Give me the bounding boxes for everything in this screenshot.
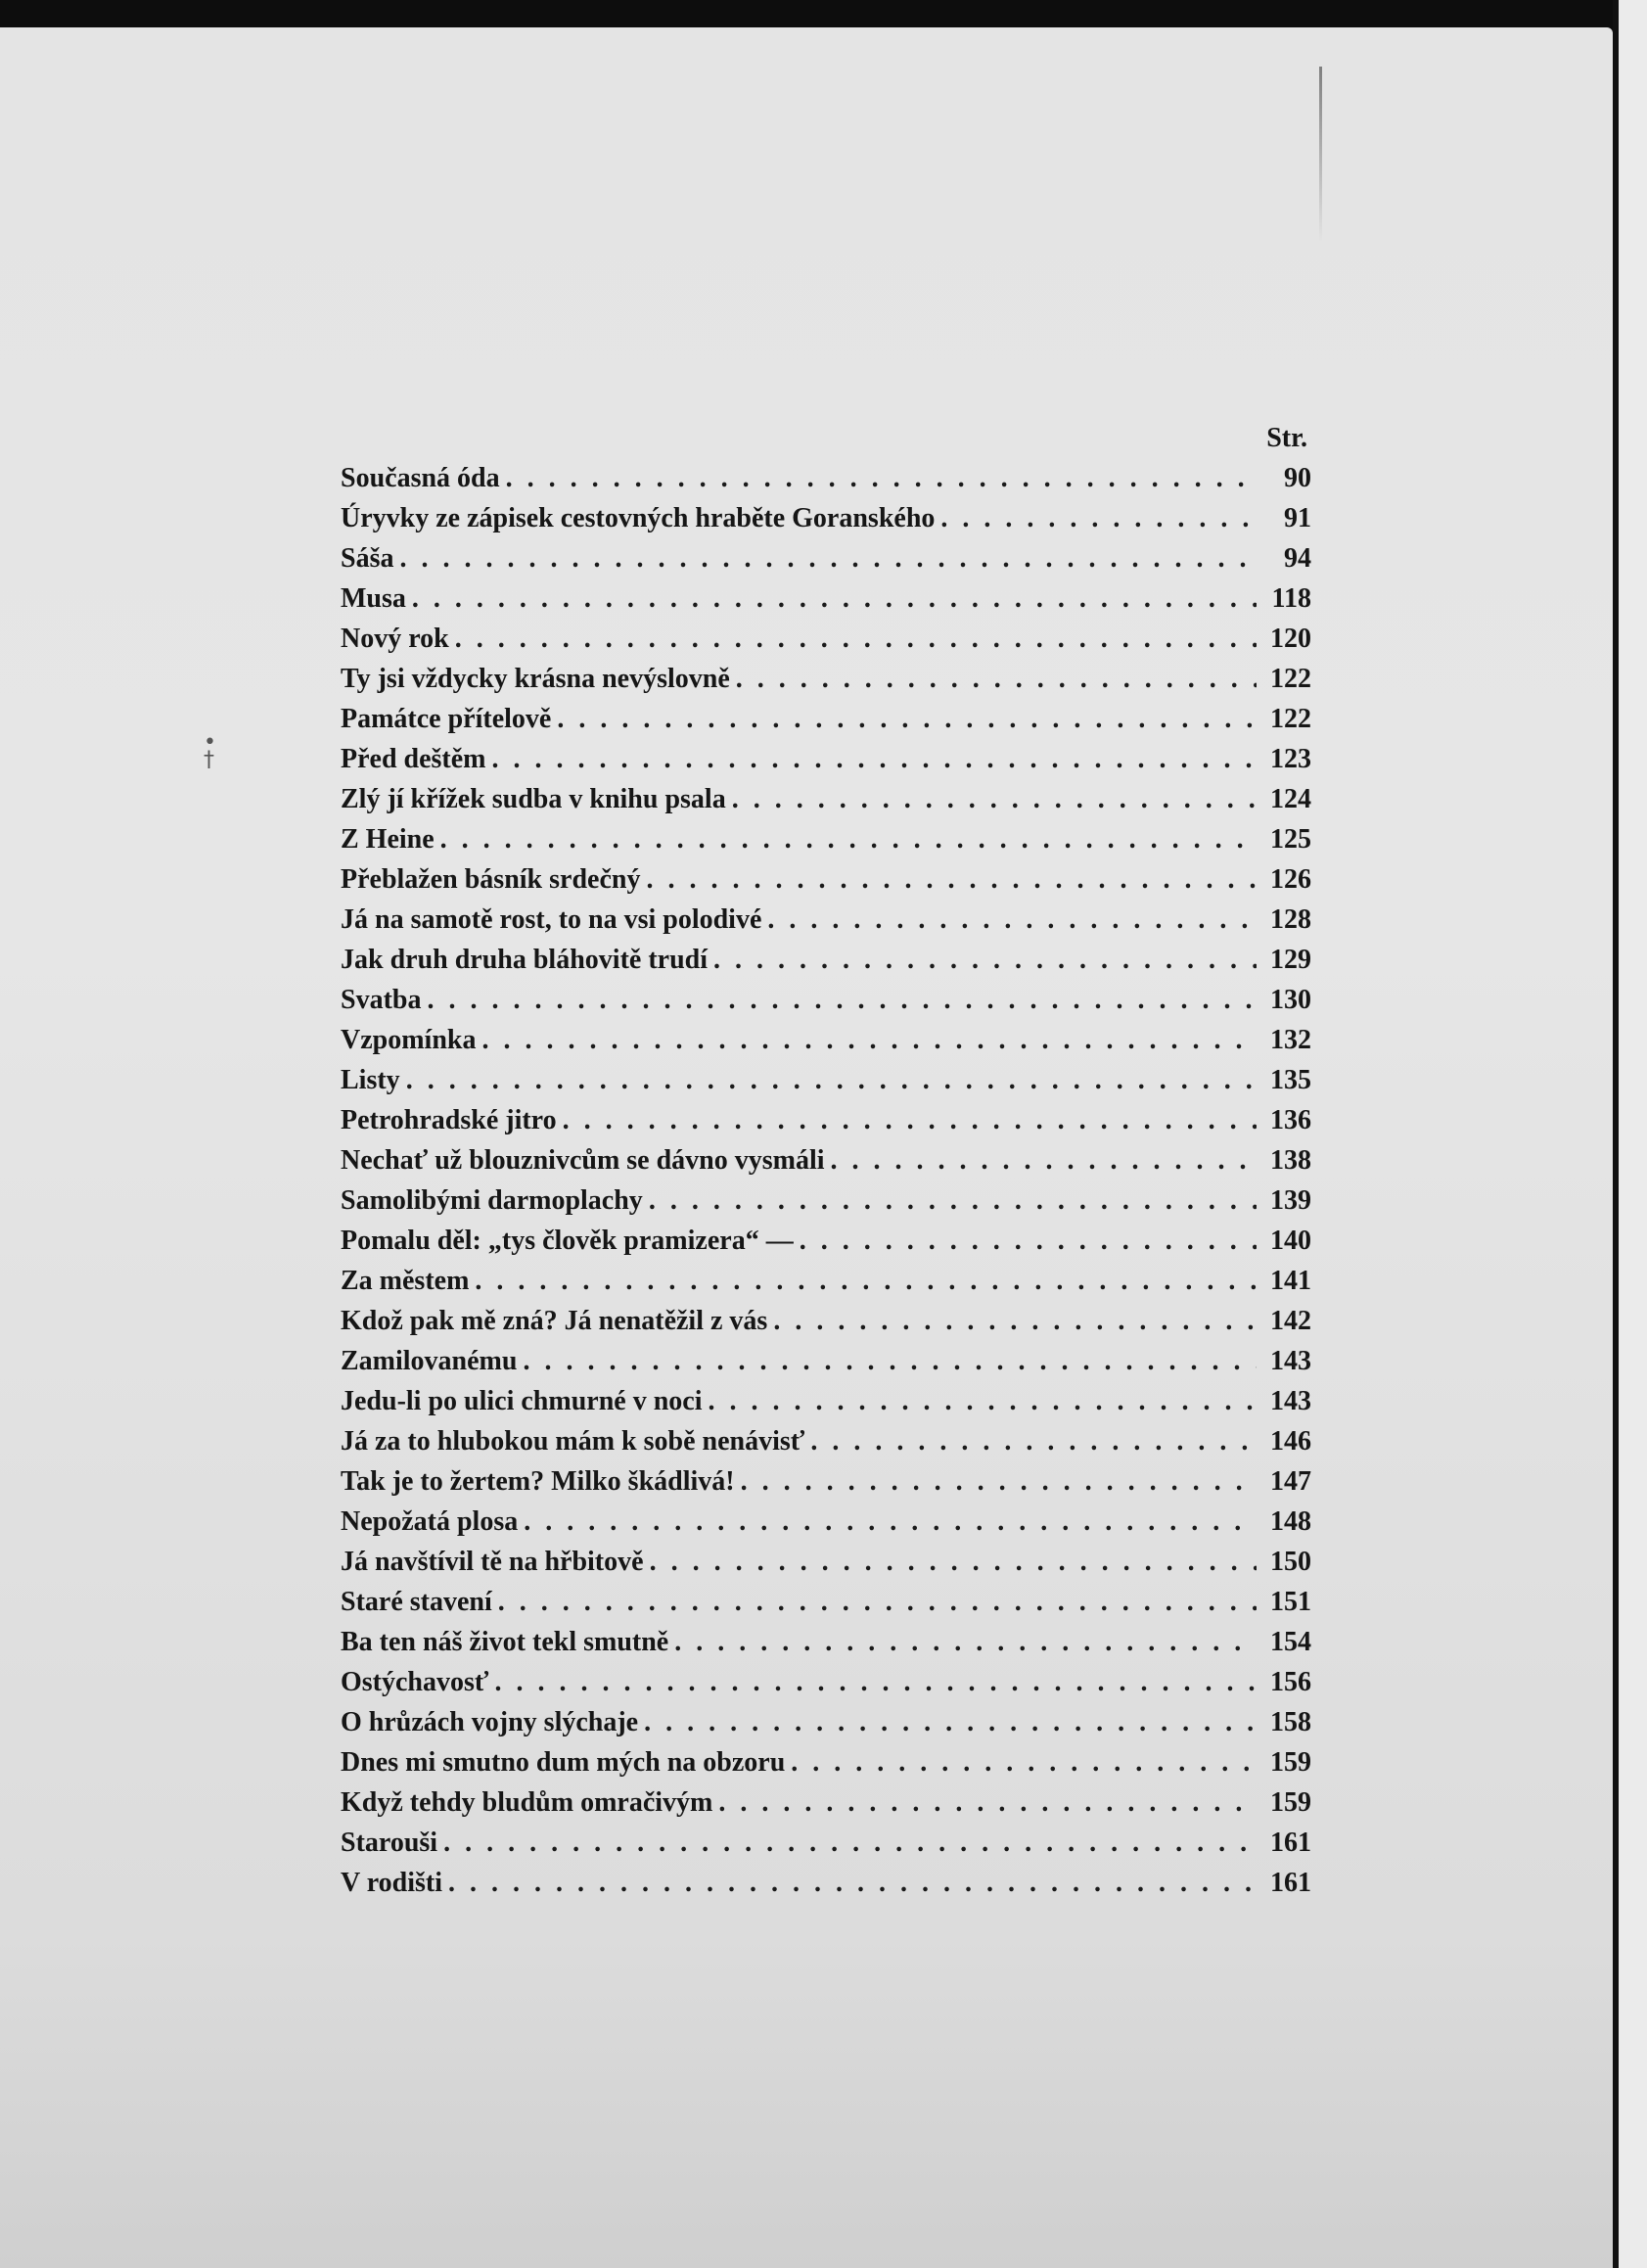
toc-entry-page: 159 bbox=[1270, 1787, 1311, 1818]
toc-entry-page: 161 bbox=[1270, 1868, 1311, 1898]
toc-entry-title: Ostýchavosť bbox=[341, 1667, 489, 1697]
toc-leader-dots bbox=[674, 1622, 1257, 1662]
toc-entry bbox=[341, 1140, 1311, 1180]
toc-entry bbox=[341, 779, 1311, 819]
toc-entry-title: Listy bbox=[341, 1065, 400, 1095]
toc-entry-title: O hrůzách vojny slýchaje bbox=[341, 1707, 639, 1737]
toc-leader-dots bbox=[492, 739, 1257, 779]
toc-entry-page: 135 bbox=[1270, 1065, 1311, 1095]
toc-entry-page: 142 bbox=[1270, 1306, 1311, 1336]
toc-entry-page: 158 bbox=[1270, 1707, 1311, 1737]
toc-leader-dots bbox=[773, 1301, 1257, 1341]
toc-entry-page: 129 bbox=[1270, 945, 1311, 975]
toc-entry bbox=[341, 1823, 1311, 1863]
toc-entry-title: Nepožatá plosa bbox=[341, 1506, 519, 1537]
toc-entry-page: 154 bbox=[1270, 1627, 1311, 1657]
toc-entry-title: Svatba bbox=[341, 985, 422, 1015]
toc-entry-page: 91 bbox=[1284, 503, 1311, 533]
toc-leader-dots bbox=[767, 900, 1257, 940]
toc-entry bbox=[341, 538, 1311, 579]
toc-entry-page: 124 bbox=[1270, 784, 1311, 814]
toc-entry-title: Musa bbox=[341, 583, 406, 614]
toc-leader-dots bbox=[791, 1742, 1257, 1782]
toc-entry-title: Vzpomínka bbox=[341, 1025, 477, 1055]
toc-entry bbox=[341, 1461, 1311, 1502]
toc-entry-title: Nechať už blouznivcům se dávno vysmáli bbox=[341, 1145, 825, 1176]
toc-leader-dots bbox=[732, 779, 1257, 819]
toc-leader-dots bbox=[427, 980, 1257, 1020]
toc-leader-dots bbox=[650, 1542, 1257, 1582]
toc-leader-dots bbox=[649, 1180, 1257, 1221]
toc-entry-title: Z Heine bbox=[341, 824, 435, 855]
toc-entry bbox=[341, 980, 1311, 1020]
toc-entry bbox=[341, 739, 1311, 779]
toc-entry-page: 94 bbox=[1284, 543, 1311, 574]
toc-entry bbox=[341, 1221, 1311, 1261]
toc-entry bbox=[341, 1702, 1311, 1742]
toc-entry bbox=[341, 1662, 1311, 1702]
toc-entry-title: Úryvky ze zápisek cestovných hraběte Goranského bbox=[341, 503, 936, 533]
toc-leader-dots bbox=[810, 1421, 1257, 1461]
toc-entry-title: Památce přítelově bbox=[341, 704, 552, 734]
scan-edge-strip bbox=[1613, 0, 1647, 2268]
toc-entry bbox=[341, 1341, 1311, 1381]
margin-mark-icon: • † bbox=[204, 730, 216, 772]
toc-entry-page: 143 bbox=[1270, 1346, 1311, 1376]
toc-entry-title: Zamilovanému bbox=[341, 1346, 518, 1376]
toc-entry-title: Zlý jí křížek sudba v knihu psala bbox=[341, 784, 726, 814]
toc-entry-title: Jedu-li po ulici chmurné v noci bbox=[341, 1386, 703, 1416]
toc-entry bbox=[341, 1863, 1311, 1903]
toc-entry bbox=[341, 1180, 1311, 1221]
toc-leader-dots bbox=[831, 1140, 1257, 1180]
toc-leader-dots bbox=[440, 819, 1257, 859]
toc-leader-dots bbox=[713, 940, 1257, 980]
toc-entry bbox=[341, 1421, 1311, 1461]
toc-leader-dots bbox=[406, 1060, 1257, 1100]
toc-entry-page: 140 bbox=[1270, 1226, 1311, 1256]
toc-entry bbox=[341, 1301, 1311, 1341]
toc-entry-title: Petrohradské jitro bbox=[341, 1105, 557, 1135]
toc-entry-page: 126 bbox=[1270, 864, 1311, 895]
toc-leader-dots bbox=[498, 1582, 1257, 1622]
toc-leader-dots bbox=[412, 579, 1257, 619]
toc-entry bbox=[341, 579, 1311, 619]
toc-leader-dots bbox=[455, 619, 1257, 659]
toc-entry-title: Tak je to žertem? Milko škádlivá! bbox=[341, 1466, 735, 1497]
toc-entry bbox=[341, 1622, 1311, 1662]
toc-entry bbox=[341, 458, 1311, 498]
toc-entry-page: 156 bbox=[1270, 1667, 1311, 1697]
toc-entry bbox=[341, 1502, 1311, 1542]
toc-entry-page: 122 bbox=[1270, 704, 1311, 734]
toc-entry-page: 151 bbox=[1270, 1587, 1311, 1617]
toc-entry bbox=[341, 1261, 1311, 1301]
toc-leader-dots bbox=[736, 659, 1257, 699]
toc-leader-dots bbox=[524, 1502, 1257, 1542]
toc-entry-title: Já na samotě rost, to na vsi polodivé bbox=[341, 904, 762, 935]
page-column-header: Str. bbox=[1266, 423, 1307, 453]
toc-entry-title: Před deštěm bbox=[341, 744, 486, 774]
toc-entry-page: 146 bbox=[1270, 1426, 1311, 1457]
toc-entry-page: 123 bbox=[1270, 744, 1311, 774]
toc-leader-dots bbox=[481, 1020, 1257, 1060]
toc-entry-page: 136 bbox=[1270, 1105, 1311, 1135]
toc-entry-title: Sáša bbox=[341, 543, 394, 574]
toc-leader-dots bbox=[443, 1823, 1257, 1863]
toc-entry-page: 147 bbox=[1270, 1466, 1311, 1497]
toc-entry bbox=[341, 1381, 1311, 1421]
toc-entry-page: 128 bbox=[1270, 904, 1311, 935]
toc-entry bbox=[341, 1742, 1311, 1782]
toc-leader-dots bbox=[563, 1100, 1257, 1140]
toc-leader-dots bbox=[644, 1702, 1257, 1742]
toc-entry bbox=[341, 940, 1311, 980]
toc-entry-title: Dnes mi smutno dum mých na obzoru bbox=[341, 1747, 786, 1778]
toc-entry-page: 159 bbox=[1270, 1747, 1311, 1778]
toc-leader-dots bbox=[741, 1461, 1257, 1502]
toc-entry bbox=[341, 1100, 1311, 1140]
toc-entry-page: 143 bbox=[1270, 1386, 1311, 1416]
toc-entry-page: 161 bbox=[1270, 1828, 1311, 1858]
toc-entry-title: Přeblažen básník srdečný bbox=[341, 864, 641, 895]
toc-entry-page: 132 bbox=[1270, 1025, 1311, 1055]
toc-leader-dots bbox=[475, 1261, 1257, 1301]
toc-leader-dots bbox=[523, 1341, 1257, 1381]
toc-leader-dots bbox=[708, 1381, 1257, 1421]
toc-leader-dots bbox=[800, 1221, 1257, 1261]
toc-entry-page: 141 bbox=[1270, 1266, 1311, 1296]
toc-entry bbox=[341, 900, 1311, 940]
toc-leader-dots bbox=[506, 458, 1257, 498]
paper-sheet bbox=[0, 27, 1613, 2268]
toc-entry-title: Když tehdy bludům omračivým bbox=[341, 1787, 713, 1818]
toc-entry-page: 118 bbox=[1271, 583, 1311, 614]
toc-entry-title: Staré stavení bbox=[341, 1587, 492, 1617]
toc-entry bbox=[341, 859, 1311, 900]
toc-entry-title: Samolibými darmoplachy bbox=[341, 1185, 643, 1216]
toc-entry-page: 125 bbox=[1270, 824, 1311, 855]
toc-entry-title: Starouši bbox=[341, 1828, 438, 1858]
toc-entry bbox=[341, 819, 1311, 859]
toc-entries bbox=[341, 458, 1311, 1903]
toc-entry bbox=[341, 659, 1311, 699]
toc-entry-page: 139 bbox=[1270, 1185, 1311, 1216]
toc-entry-page: 90 bbox=[1284, 463, 1311, 493]
toc-entry-page: 138 bbox=[1270, 1145, 1311, 1176]
toc-entry-page: 148 bbox=[1270, 1506, 1311, 1537]
toc-entry-title: Ba ten náš život tekl smutně bbox=[341, 1627, 669, 1657]
toc-entry-page: 150 bbox=[1270, 1547, 1311, 1577]
toc-leader-dots bbox=[399, 538, 1257, 579]
toc-leader-dots bbox=[940, 498, 1257, 538]
toc-entry-title: Ty jsi vždycky krásna nevýslovně bbox=[341, 664, 730, 694]
toc-entry-title: Jak druh druha bláhovitě trudí bbox=[341, 945, 708, 975]
toc-entry-title: Já za to hlubokou mám k sobě nenávisť bbox=[341, 1426, 805, 1457]
toc-entry bbox=[341, 1060, 1311, 1100]
toc-entry-page: 130 bbox=[1270, 985, 1311, 1015]
toc-entry-title: Nový rok bbox=[341, 624, 449, 654]
toc-entry bbox=[341, 619, 1311, 659]
toc-leader-dots bbox=[718, 1782, 1257, 1823]
toc-entry-title: V rodišti bbox=[341, 1868, 442, 1898]
toc-leader-dots bbox=[448, 1863, 1257, 1903]
toc-entry-title: Pomalu děl: „tys člověk pramizera“ — bbox=[341, 1226, 794, 1256]
toc-entry-title: Současná óda bbox=[341, 463, 500, 493]
toc-entry bbox=[341, 498, 1311, 538]
toc-entry bbox=[341, 1542, 1311, 1582]
table-of-contents bbox=[341, 419, 1311, 1903]
toc-leader-dots bbox=[494, 1662, 1257, 1702]
toc-entry bbox=[341, 1020, 1311, 1060]
toc-entry-title: Za městem bbox=[341, 1266, 470, 1296]
toc-entry-page: 122 bbox=[1270, 664, 1311, 694]
toc-leader-dots bbox=[557, 699, 1257, 739]
toc-entry bbox=[341, 699, 1311, 739]
toc-entry-title: Já navštívil tě na hřbitově bbox=[341, 1547, 644, 1577]
toc-entry bbox=[341, 1782, 1311, 1823]
toc-leader-dots bbox=[646, 859, 1257, 900]
toc-entry-page: 120 bbox=[1270, 624, 1311, 654]
paper-fold-shadow bbox=[1319, 67, 1322, 243]
toc-entry-title: Kdož pak mě zná? Já nenatěžil z vás bbox=[341, 1306, 768, 1336]
toc-entry bbox=[341, 1582, 1311, 1622]
